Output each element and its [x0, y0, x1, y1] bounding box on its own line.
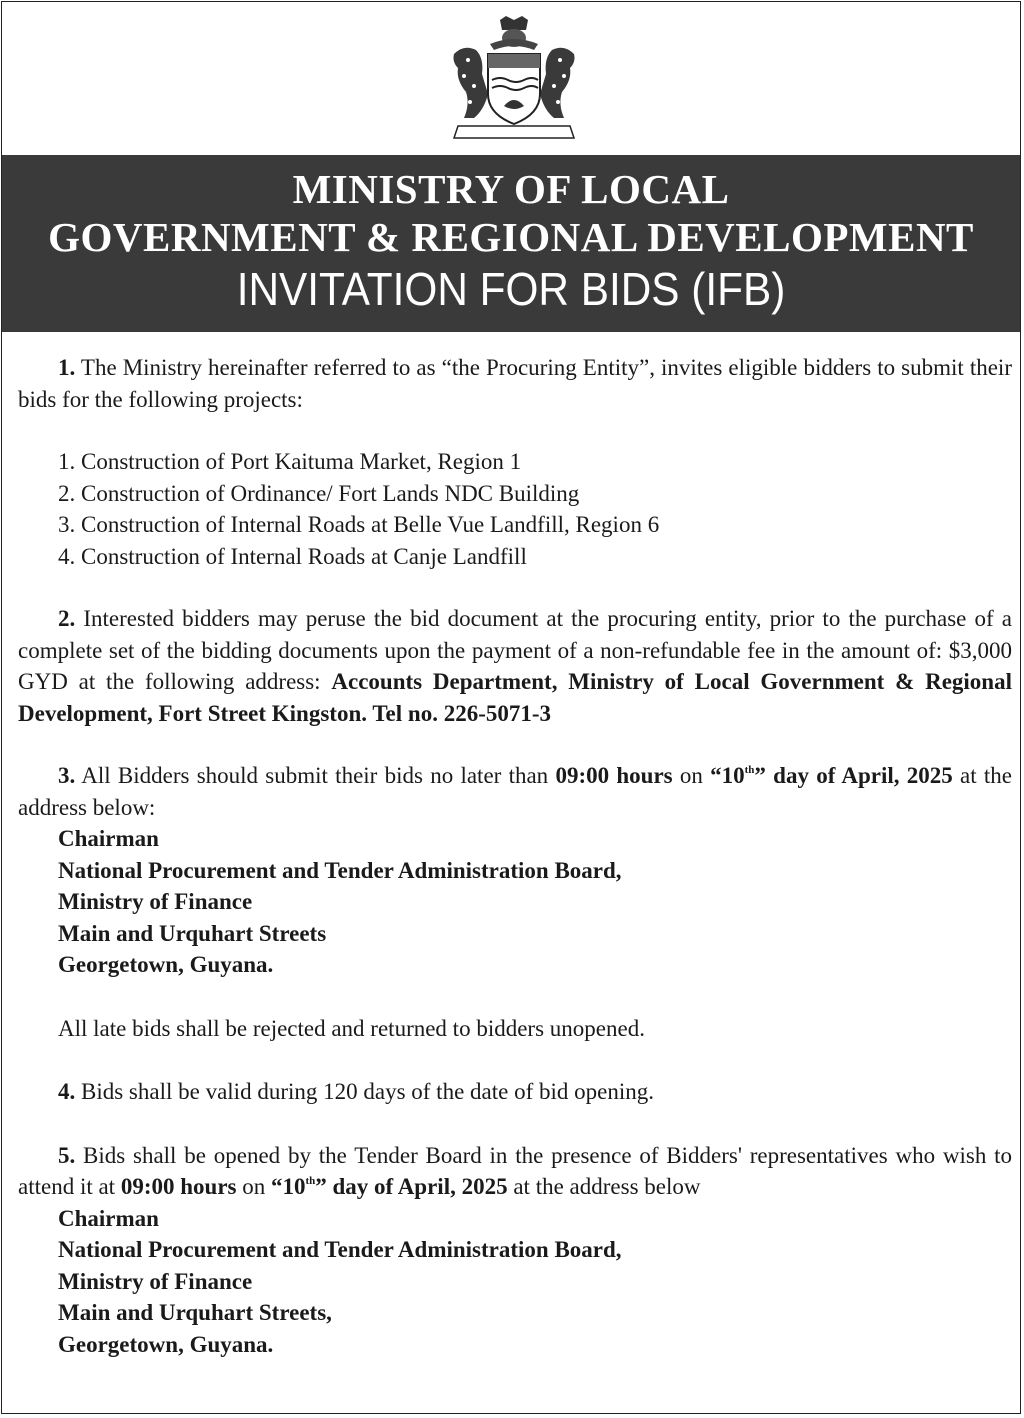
submission-address	[58, 823, 1012, 981]
section-5-day-close: ” day of April, 2025	[315, 1174, 508, 1199]
address-line: Ministry of Finance	[58, 1268, 253, 1294]
header-banner	[2, 155, 1020, 332]
section-2-text: Interested bidders may peruse the bid document at the procuring entity, prior to the purchase of a complete set of the bidding documents upon the payment of a non-refundable fee in the amount of: $3,000 GYD at the following address:	[18, 606, 1012, 694]
address-line: Chairman	[58, 826, 159, 851]
address-line: Ministry of Finance	[58, 889, 253, 914]
section-5-day-open: “10	[270, 1174, 306, 1199]
section-5-day-sup: th	[305, 1175, 316, 1187]
section-3-text-a: All Bidders should submit their bids no later than	[75, 763, 556, 788]
section-5-text-a: Bids shall be opened by the Tender Board in the presence of Bidders' representatives who wish to attend it at	[18, 1142, 1012, 1199]
address-line: Main and Urquhart Streets	[58, 920, 327, 946]
section-3-time: 09:00 hours	[555, 763, 673, 788]
ministry-title-line1: MINISTRY OF LOCAL	[292, 166, 730, 212]
address-line: National Procurement and Tender Administration Board,	[58, 1237, 622, 1262]
section-3-text-c: at the address below:	[18, 763, 1013, 820]
section-5-number: 5.	[58, 1142, 76, 1168]
section-1	[18, 352, 1012, 415]
notice-title: INVITATION FOR BIDS (IFB)	[236, 263, 786, 315]
address-line: Georgetown, Guyana.	[58, 952, 274, 977]
project-list	[58, 446, 1012, 572]
address-line: Chairman	[58, 1205, 159, 1231]
list-item: 4. Construction of Internal Roads at Canje Landfill	[58, 543, 527, 569]
section-3-number: 3.	[58, 763, 76, 788]
section-3-day-sup: th	[744, 764, 755, 776]
section-2-address: Accounts Department, Ministry of Local Government & Regional Development, Fort Street Kingston. Tel no. 226-5071-3	[18, 669, 1012, 726]
coat-of-arms-icon	[444, 14, 584, 144]
section-1-number: 1.	[58, 355, 76, 380]
section-5-text-b: on	[236, 1174, 271, 1199]
section-2	[18, 603, 1012, 729]
address-line: National Procurement and Tender Administration Board,	[58, 857, 622, 883]
late-bids-note: All late bids shall be rejected and returned to bidders unopened.	[58, 1015, 645, 1041]
section-3-day-close: ” day of April, 2025	[754, 763, 953, 788]
section-3-day-open: “10	[710, 763, 745, 788]
section-2-number: 2.	[58, 606, 76, 631]
section-3-text-b: on	[672, 763, 711, 788]
notice-body	[18, 352, 1012, 1360]
section-4	[18, 1076, 1012, 1108]
section-5	[18, 1140, 1012, 1203]
list-item: 1. Construction of Port Kaituma Market, Region 1	[58, 449, 522, 474]
ministry-title-line2: GOVERNMENT & REGIONAL DEVELOPMENT	[48, 214, 974, 260]
ifb-notice	[1, 1, 1021, 1414]
section-5-time: 09:00 hours	[120, 1174, 237, 1199]
list-item: 2. Construction of Ordinance/ Fort Lands NDC Building	[58, 480, 580, 506]
section-4-text: Bids shall be valid during 120 days of the date of bid opening.	[75, 1079, 654, 1104]
section-5-text-c: at the address below	[507, 1174, 701, 1199]
address-line: Georgetown, Guyana.	[58, 1331, 274, 1357]
list-item: 3. Construction of Internal Roads at Belle Vue Landfill, Region 6	[58, 512, 660, 537]
opening-address	[58, 1203, 1012, 1361]
address-line: Main and Urquhart Streets,	[58, 1300, 332, 1325]
section-1-text: The Ministry hereinafter referred to as “the Procuring Entity”, invites eligible bidders to submit their bids for the following projects:	[18, 355, 1012, 412]
section-4-number: 4.	[58, 1079, 76, 1104]
section-3	[18, 760, 1012, 823]
